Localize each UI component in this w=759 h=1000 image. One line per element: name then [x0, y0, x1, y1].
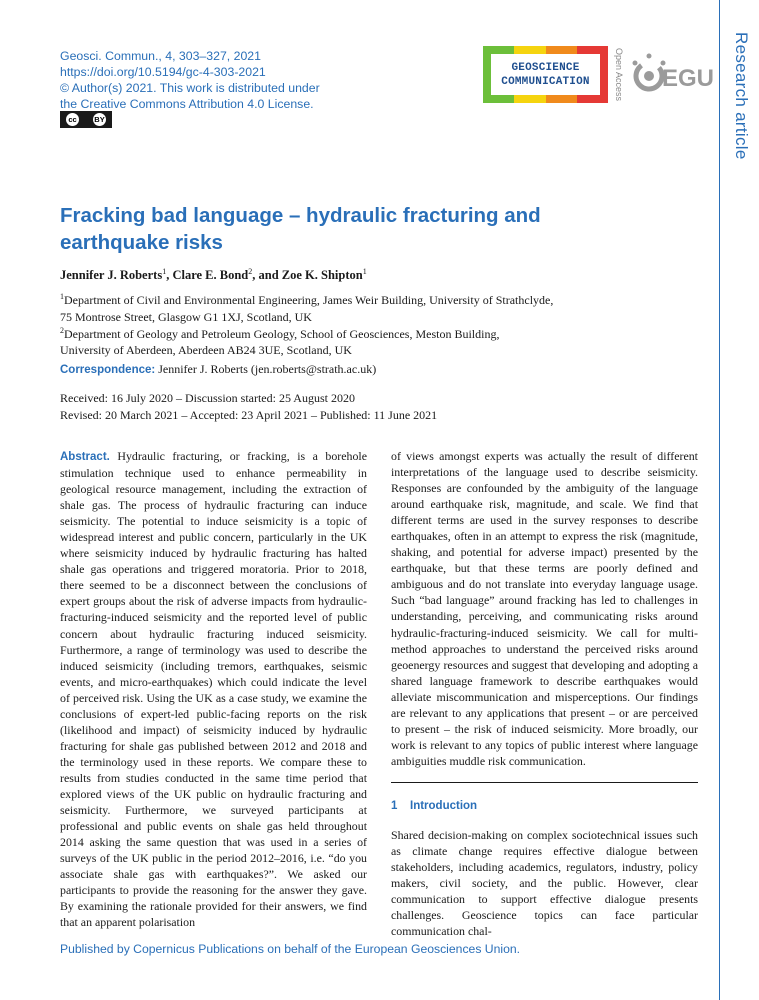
affiliations	[60, 292, 553, 359]
publisher-footer: Published by Copernicus Publications on behalf of the European Geosciences Union.	[60, 942, 521, 956]
egu-logo	[630, 46, 715, 106]
section-number: 1	[391, 800, 398, 812]
side-rule	[719, 0, 720, 1000]
author-affiliation: 1	[362, 266, 367, 276]
cc-by-badge-icon[interactable]	[60, 111, 112, 128]
introduction-text: Shared decision-making on complex sociotechnical issues such as climate change requires effective dialogue between stakeholders, including academics, regulators, industry, policy makers, civil society, and the public. However, clear communication to support effective dialogue presents challenges. Geoscience topics can face particular communication chal-	[391, 828, 698, 939]
section-title: Introduction	[410, 800, 478, 812]
egu-text: EGU	[662, 65, 715, 92]
author-name: Zoe K. Shipton	[281, 268, 363, 282]
affiliation-line: $^2$Department of Geology and Petroleum Geology, School of Geosciences, Meston Building,	[60, 325, 500, 341]
section-divider	[391, 782, 698, 783]
copyright-notice: © Author(s) 2021. This work is distributed under	[60, 81, 320, 95]
author-name: Jennifer J. Roberts	[60, 268, 163, 282]
article-type-label: Research article	[732, 32, 751, 160]
by-icon: BY	[93, 113, 106, 126]
affiliation-line: 75 Montrose Street, Glasgow G1 1XJ, Scotland, UK	[60, 309, 312, 324]
author-name: Clare E. Bond	[172, 268, 249, 282]
article-dates	[60, 390, 437, 423]
doi-link[interactable]: https://doi.org/10.5194/gc-4-303-2021	[60, 65, 266, 79]
article-title: Fracking bad language – hydraulic fracturing and earthquake risks	[60, 204, 541, 254]
correspondence-text[interactable]: Jennifer J. Roberts (jen.roberts@strath.ac.uk)	[158, 362, 377, 376]
section-heading	[391, 800, 477, 812]
open-access-label: Open Access	[614, 48, 624, 102]
cc-icon: cc	[66, 113, 79, 126]
affiliation-line: University of Aberdeen, Aberdeen AB24 3UE, Scotland, UK	[60, 343, 352, 358]
correspondence-label: Correspondence:	[60, 364, 156, 376]
abstract-column-left	[60, 448, 367, 930]
abstract-column-right: of views amongst experts was actually the result of different interpretations of the language used to describe seismicity. Responses are confounded by the ambiguity of the language around earthquake risk, magnitude, and scale. We find that different terms are used in the survey responses to describe earthquakes, often in an attempt to express the risk (magnitude, shaking, and potential for adverse impact) presented by the earthquake, but that these terms are poorly defined and ambiguous and do not translate into everyday language usage. Such “bad language” around fracking has led to challenges in understanding, perceiving, and communicating risks around hydraulic-fracturing-induced seismicity. We call for multi-method approaches to understand the perceived risks around geoenergy resources and suggest that developing and adopting a shared language framework to describe earthquakes would alleviate miscommunication and misperceptions. Our findings are relevant to any applications that present – or are perceived to present – the risk of induced seismicity. More broadly, our work is relevant to any topics of public interest where language ambiguities muddle risk communication.	[391, 449, 698, 768]
journal-logo	[483, 46, 608, 103]
license-link[interactable]: the Creative Commons Attribution 4.0 License.	[60, 97, 314, 111]
abstract-label: Abstract.	[60, 451, 110, 463]
received-dates: Received: 16 July 2020 – Discussion started: 25 August 2020	[60, 391, 355, 405]
egu-logo-icon	[630, 46, 715, 106]
journal-citation: Geosci. Commun., 4, 303–327, 2021	[60, 49, 261, 63]
author-affiliation: 2	[248, 266, 253, 276]
citation-block	[60, 48, 320, 112]
author-list: Jennifer J. Roberts$^1$, Clare E. Bond$^2$, and Zoe K. Shipton$^1$	[60, 266, 367, 282]
journal-logo-text: GEOSCIENCE COMMUNICATION	[491, 54, 600, 95]
affiliation-line: $^1$Department of Civil and Environmental Engineering, James Weir Building, University of Strathclyde,	[60, 292, 554, 307]
published-dates: Revised: 20 March 2021 – Accepted: 23 April 2021 – Published: 11 June 2021	[60, 407, 438, 422]
author-affiliation: 1	[162, 266, 167, 276]
correspondence	[60, 362, 376, 377]
abstract-text: Hydraulic fracturing, or fracking, is a borehole stimulation technique used to enhance permeability in geological resource management, including the extraction of shale gas. The process of hydraulic fracturing can induce seismicity. The potential to induce seismicity is a topic of widespread interest and public concern, particularly in the UK where seismicity induced by hydraulic fracturing has halted shale gas operations and triggered moratoria. Prior to 2018, there seemed to be a disconnect between the conclusions of expert groups about the risk of adverse impacts from hydraulic-fracturing-induced seismicity and the reported level of public concern about hydraulic fracturing induced seismicity. Furthermore, a range of terminology was used to describe the induced seismicity (including tremors, earthquakes, seismic events, and micro-earthquakes) which could indicate the level of perceived risk. Using the UK as a case study, we examine the conclusions of expert-led public-facing reports on the risk (likelihood and impact) of seismicity induced by hydraulic fracturing for shale gas published between 2012 and 2018 and the terminology used in these reports. We compare these to results from studies conducted in the same time period that explored views of the UK public on hydraulic fracturing and seismicity. Furthermore, we surveyed participants at professional and public events on shale gas held throughout 2014 asking the same question that was used in a series of surveys of the UK public in the period 2012–2016, i.e. “do you associate shale gas with earthquakes?”. We asked our participants to provide the reasoning for the answer they gave. By examining the rationale provided for their answers, we find that an apparent polarisation	[60, 449, 367, 930]
